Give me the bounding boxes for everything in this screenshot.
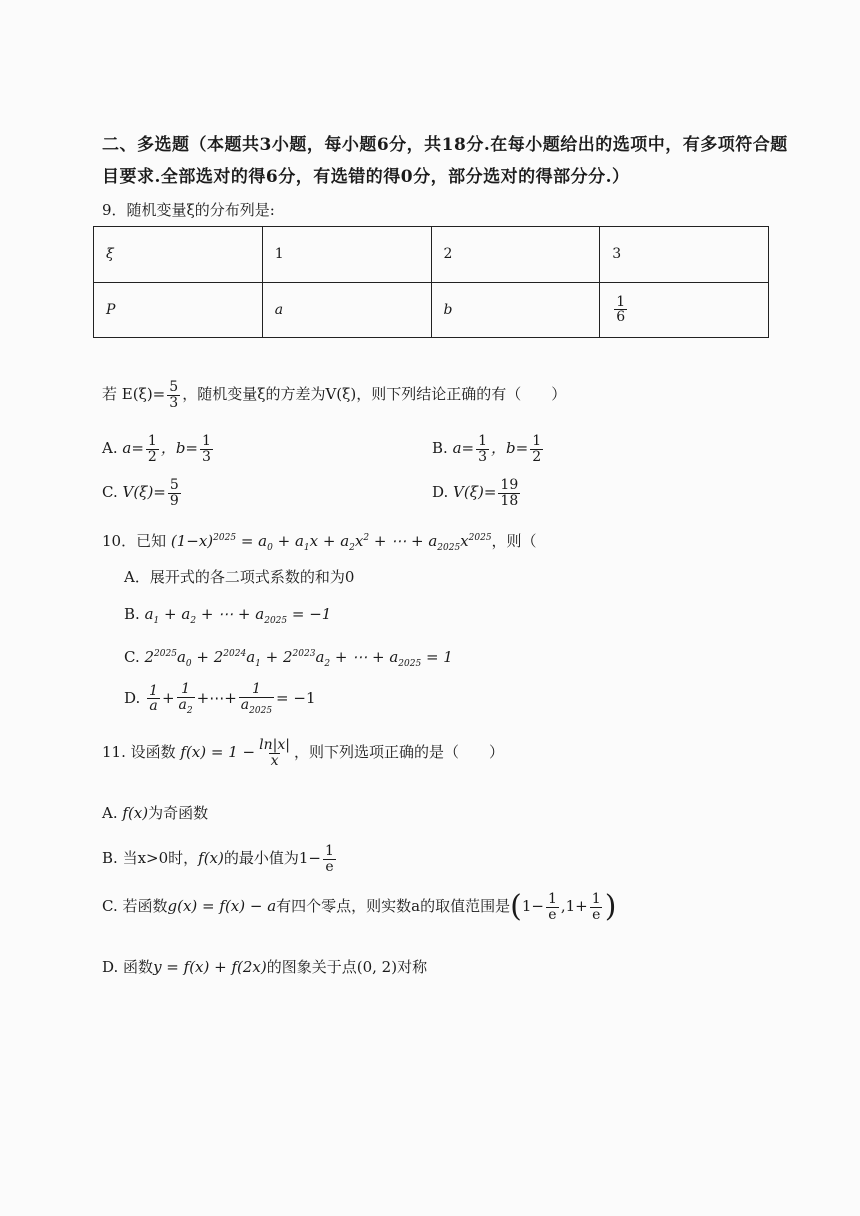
q11-stem: 11. 设函数 f(x) = 1 − $\frac{\ln|x|}{x}$ ，则下列选项正确的是（ ）: [102, 737, 504, 769]
q9-stem: 9．随机变量ξ的分布列是:: [102, 201, 275, 219]
table-cell: [600, 282, 769, 338]
q11-option-d[interactable]: D. 函数y = f(x) + f(2x)的图象关于点(0, 2)对称: [102, 958, 428, 976]
table-row: [94, 227, 769, 283]
q11-option-b[interactable]: B. 当x>0时，f(x)的最小值为1− $\frac{1}{e}$: [102, 843, 334, 875]
table-cell: a: [262, 282, 431, 338]
table-cell: 3: [600, 227, 769, 283]
q10-option-c[interactable]: C. $2^{2025}a_0 + 2^{2024}a_1 + 2^{2023}a_2$ + ⋯ + $a_{2025} = 1$: [124, 648, 453, 669]
table-cell: ξ: [94, 227, 263, 283]
q10-option-b[interactable]: B. $a_1 + a_2$ + ⋯ + $a_{2025} = -1$: [124, 605, 332, 626]
table-cell: P: [94, 282, 263, 338]
q10-option-d[interactable]: D. $\frac{1}{a}$ + $\frac{1}{a_2}$ +⋯+ $\frac{1}{a_{2025}}$ = −1: [124, 681, 316, 716]
q9-option-d[interactable]: D. V(ξ)= $\frac{19}{18}$: [432, 477, 519, 509]
q10-stem: 10．已知 $(1-x)^{2025} = a_0 + a_1x + a_2x^2$ + ⋯ + $a_{2025}x^{2025}$，则（: [102, 532, 537, 553]
fraction: $\frac{1}{6}$: [616, 293, 626, 326]
q11-option-c[interactable]: C. 若函数g(x) = f(x) − a有四个零点，则实数a的取值范围是(1− $\frac{1}{e}$ ,1+ $\frac{1}{e}$ ): [102, 889, 617, 925]
table-cell: b: [431, 282, 600, 338]
q10-option-a[interactable]: A．展开式的各二项式系数的和为0: [124, 568, 355, 586]
table-row: [94, 282, 769, 338]
distribution-table: [93, 226, 769, 338]
q9-option-c[interactable]: C. V(ξ)= $\frac{5}{9}$: [102, 477, 179, 509]
table-cell: 2: [431, 227, 600, 283]
q9-option-b[interactable]: B. a= $\frac{1}{3}$ ，b= $\frac{1}{2}$: [432, 433, 542, 465]
table-cell: 1: [262, 227, 431, 283]
fraction: $\frac{5}{3}$: [169, 379, 179, 411]
q11-option-a[interactable]: A. f(x)为奇函数: [102, 804, 209, 822]
section-title-line2: 目要求.全部选对的得6分，有选错的得0分，部分选对的得部分分.）: [102, 167, 630, 187]
section-title-line1: 二、多选题（本题共3小题，每小题6分，共18分.在每小题给出的选项中，有多项符合题: [102, 135, 788, 155]
q9-option-a[interactable]: A. a= $\frac{1}{2}$ ，b= $\frac{1}{3}$: [102, 433, 211, 465]
q9-condition: 若 E(ξ)= $\frac{5}{3}$ ，随机变量ξ的方差为V(ξ)，则下列结论正确的有（ ）: [102, 379, 567, 411]
